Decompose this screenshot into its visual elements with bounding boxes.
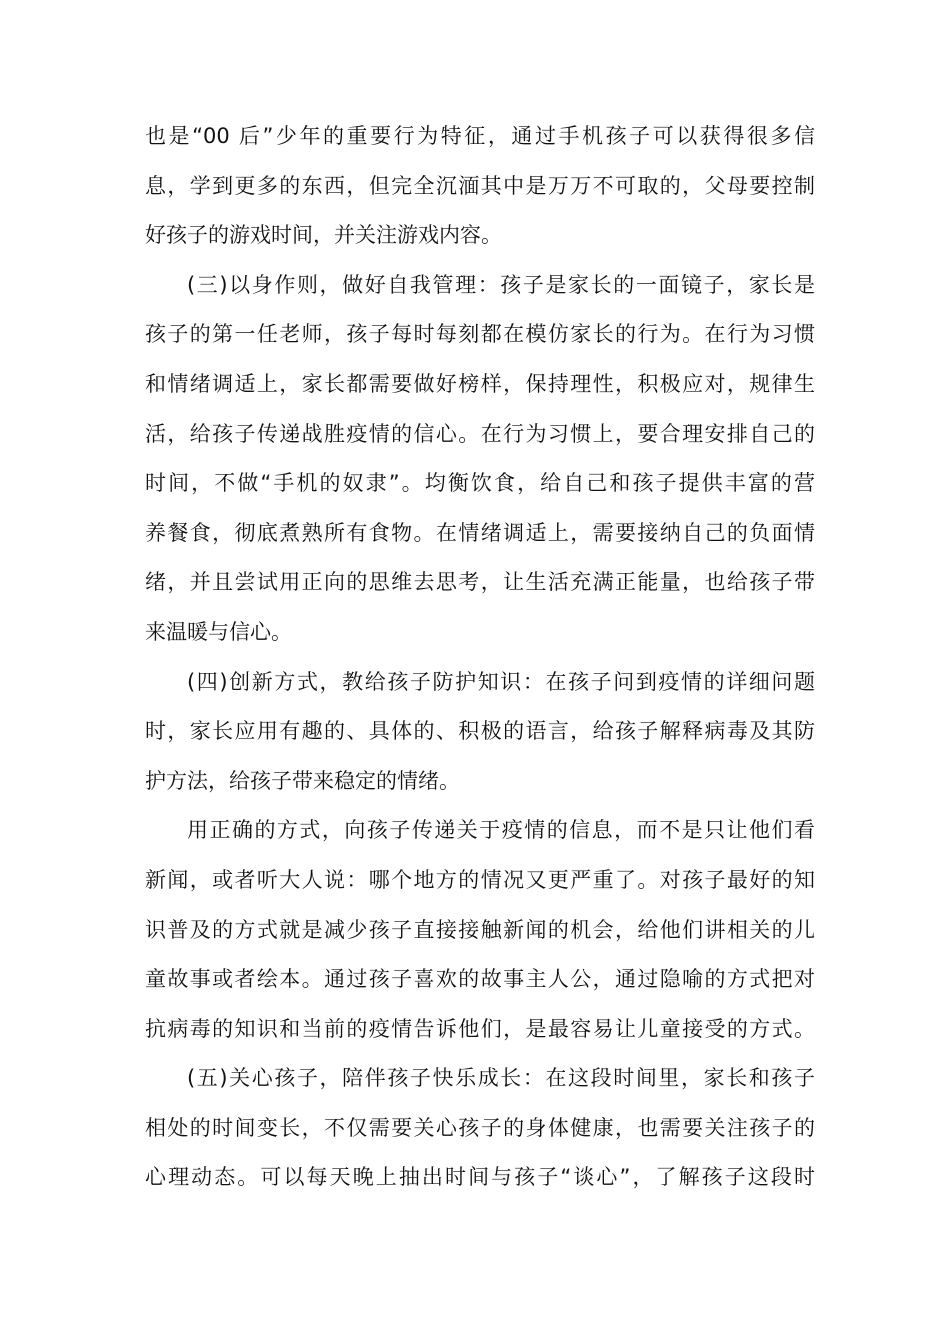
paragraph-heading-line: (三)以身作则，做好自我管理：孩子是家长的一面镜子，家长是	[187, 272, 815, 297]
text-line: 息，学到更多的东西，但完全沉湎其中是万万不可取的，父母要控制	[145, 173, 815, 198]
text-line: 好孩子的游戏时间，并关注游戏内容。	[145, 223, 502, 248]
paragraph-heading-line: (五)关心孩子，陪伴孩子快乐成长：在这段时间里，家长和孩子	[187, 1066, 815, 1091]
text-line: 活，给孩子传递战胜疫情的信心。在行为习惯上，要合理安排自己的	[145, 421, 815, 446]
paragraph-heading-line: (四)创新方式，教给孩子防护知识：在孩子问到疫情的详细问题	[187, 669, 815, 694]
text-line: 孩子的第一任老师，孩子每时每刻都在模仿家长的行为。在行为习惯	[145, 322, 815, 347]
text-line: 绪，并且尝试用正向的思维去思考，让生活充满正能量，也给孩子带	[145, 570, 815, 595]
text-line: 童故事或者绘本。通过孩子喜欢的故事主人公，通过隐喻的方式把对	[145, 967, 815, 992]
text-line: 来温暖与信心。	[145, 619, 292, 644]
text-line: 识普及的方式就是减少孩子直接接触新闻的机会，给他们讲相关的儿	[145, 917, 815, 942]
text-line: 心理动态。可以每天晚上抽出时间与孩子“谈心”，了解孩子这段时	[145, 1165, 815, 1190]
text-line: 时，家长应用有趣的、具体的、积极的语言，给孩子解释病毒及其防	[145, 719, 815, 744]
text-line: 抗病毒的知识和当前的疫情告诉他们，是最容易让儿童接受的方式。	[145, 1016, 815, 1041]
text-line: 时间，不做“手机的奴隶”。均衡饮食，给自己和孩子提供丰富的营	[145, 471, 815, 496]
text-line: 护方法，给孩子带来稳定的情绪。	[145, 768, 460, 793]
text-line: 和情绪调适上，家长都需要做好榜样，保持理性，积极应对，规律生	[145, 371, 815, 396]
text-line: 养餐食，彻底煮熟所有食物。在情绪调适上，需要接纳自己的负面情	[145, 520, 815, 545]
body-text	[145, 112, 815, 1203]
paragraph-start-line: 用正确的方式，向孩子传递关于疫情的信息，而不是只让他们看	[187, 818, 815, 843]
text-line: 相处的时间变长，不仅需要关心孩子的身体健康，也需要关注孩子的	[145, 1115, 815, 1140]
text-line: 新闻，或者听大人说：哪个地方的情况又更严重了。对孩子最好的知	[145, 867, 815, 892]
text-line: 也是“00 后”少年的重要行为特征，通过手机孩子可以获得很多信	[145, 124, 815, 148]
